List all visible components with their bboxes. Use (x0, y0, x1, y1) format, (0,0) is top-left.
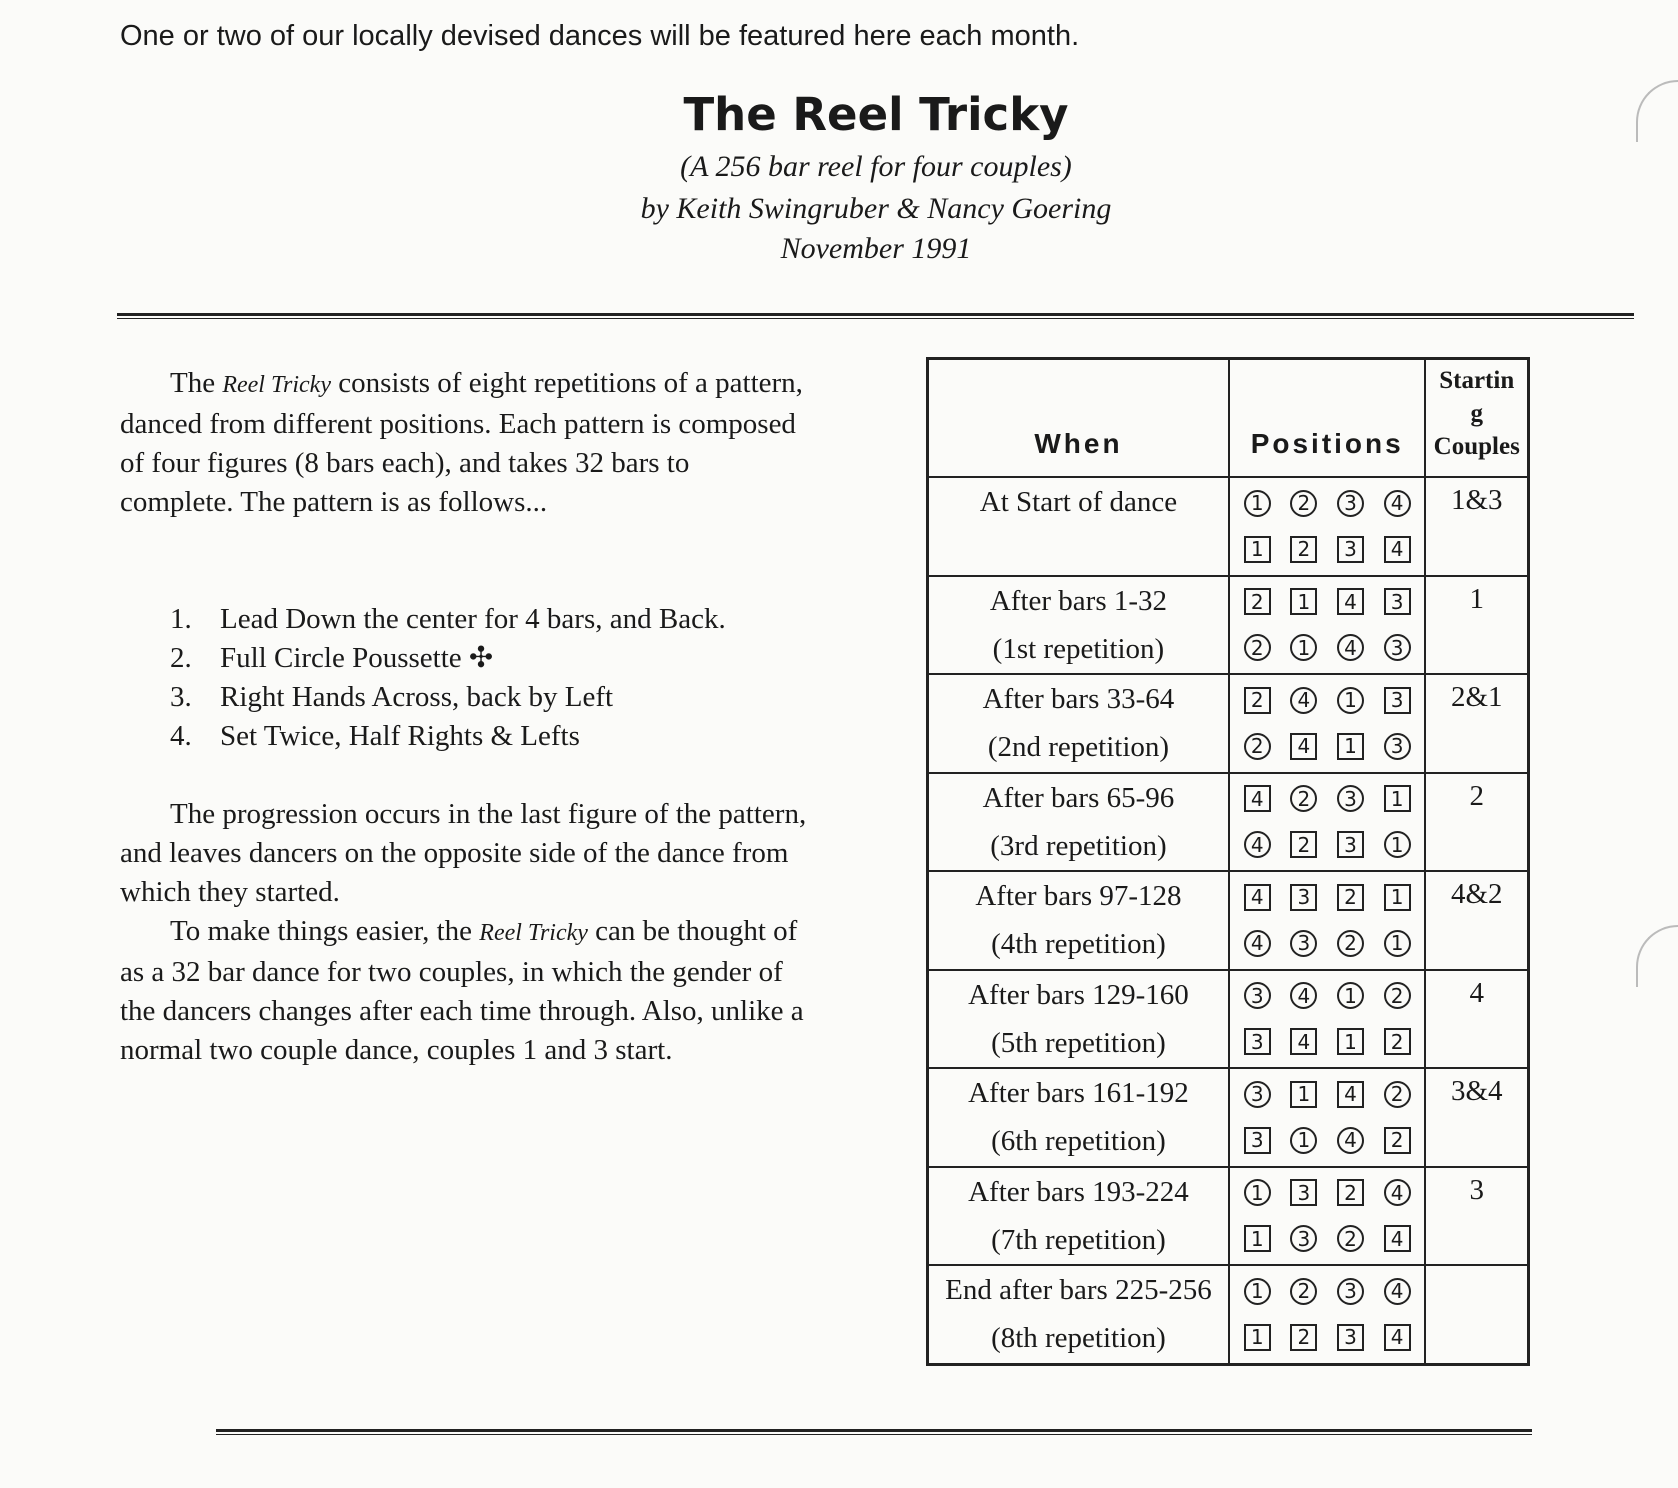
starting-couples-cell: 3 (1425, 1167, 1528, 1266)
step-text: Set Twice, Half Rights & Lefts (220, 720, 580, 752)
table-row (928, 477, 1529, 576)
boxed-couple-marker: 2 (1244, 687, 1271, 714)
pattern-steps-list (170, 600, 726, 756)
table-row (928, 871, 1529, 970)
dance-name: Reel Tricky (479, 920, 588, 946)
positions-row (1230, 973, 1425, 1019)
repetition-label: (1st repetition) (992, 632, 1165, 665)
table-header-row (928, 359, 1529, 478)
list-item (170, 717, 726, 756)
repetition-label: (4th repetition) (991, 928, 1166, 961)
circled-couple-marker: 1 (1384, 930, 1411, 957)
boxed-couple-marker: 3 (1290, 1179, 1317, 1206)
positions-row (1230, 480, 1425, 526)
divider-bottom (216, 1429, 1532, 1435)
step-text: Right Hands Across, back by Left (220, 681, 614, 713)
positions-cell (1229, 674, 1426, 773)
circled-couple-marker: 3 (1384, 733, 1411, 760)
boxed-couple-marker: 2 (1384, 1127, 1411, 1154)
list-item (170, 639, 726, 678)
list-item (170, 678, 726, 717)
positions-row (1230, 1019, 1425, 1065)
boxed-couple-marker: 3 (1244, 1028, 1271, 1055)
circled-couple-marker: 3 (1290, 1225, 1317, 1252)
boxed-couple-marker: 4 (1384, 536, 1411, 563)
header-when: When (928, 359, 1229, 478)
boxed-couple-marker: 4 (1290, 1028, 1317, 1055)
circled-couple-marker: 4 (1384, 1278, 1411, 1305)
positions-row (1230, 1314, 1425, 1360)
positions-cell (1229, 477, 1426, 576)
circled-couple-marker: 1 (1244, 490, 1271, 517)
boxed-couple-marker: 4 (1244, 884, 1271, 911)
boxed-couple-marker: 3 (1337, 831, 1364, 858)
circled-couple-marker: 4 (1337, 634, 1364, 661)
circled-couple-marker: 2 (1290, 1278, 1317, 1305)
when-cell (928, 1265, 1229, 1364)
table-row (928, 1068, 1529, 1167)
positions-row (1230, 1268, 1425, 1314)
table-row (928, 674, 1529, 773)
circled-couple-marker: 4 (1384, 490, 1411, 517)
boxed-couple-marker: 1 (1244, 1225, 1271, 1252)
boxed-couple-marker: 1 (1337, 1028, 1364, 1055)
circled-couple-marker: 3 (1244, 982, 1271, 1009)
boxed-couple-marker: 2 (1290, 831, 1317, 858)
subtitle: (A 256 bar reel for four couples) (680, 150, 1072, 183)
positions-cell (1229, 1265, 1426, 1364)
when-label: At Start of dance (979, 486, 1178, 518)
paragraph-intro (120, 364, 810, 522)
boxed-couple-marker: 2 (1337, 884, 1364, 911)
circled-couple-marker: 3 (1337, 490, 1364, 517)
positions-row (1230, 723, 1425, 769)
positions-row (1230, 1117, 1425, 1163)
circled-couple-marker: 2 (1244, 634, 1271, 661)
boxed-couple-marker: 4 (1337, 588, 1364, 615)
when-cell (928, 773, 1229, 872)
starting-couples-cell: 4&2 (1425, 871, 1528, 970)
circled-couple-marker: 3 (1337, 1278, 1364, 1305)
circled-couple-marker: 2 (1384, 1081, 1411, 1108)
boxed-couple-marker: 4 (1384, 1225, 1411, 1252)
p2: The progression occurs in the last figure of the pattern, and leaves dancers on the opposite side of the dance from which they started. (120, 798, 807, 908)
circled-couple-marker: 4 (1337, 1127, 1364, 1154)
p3-lead: To make things easier, the (170, 915, 473, 947)
circled-couple-marker: 4 (1244, 930, 1271, 957)
positions-cell (1229, 773, 1426, 872)
circled-couple-marker: 4 (1244, 831, 1271, 858)
circled-couple-marker: 4 (1384, 1179, 1411, 1206)
when-cell (928, 1167, 1229, 1266)
when-cell (928, 576, 1229, 675)
positions-row (1230, 526, 1425, 572)
binder-hole-mark (1636, 925, 1678, 987)
circled-couple-marker: 4 (1290, 982, 1317, 1009)
boxed-couple-marker: 1 (1384, 884, 1411, 911)
positions-row (1230, 1216, 1425, 1262)
repetition-label: (8th repetition) (991, 1322, 1166, 1355)
positions-row (1230, 1071, 1425, 1117)
circled-couple-marker: 2 (1337, 1225, 1364, 1252)
circled-couple-marker: 1 (1290, 1127, 1317, 1154)
paragraph-progression (120, 795, 810, 912)
circled-couple-marker: 3 (1337, 785, 1364, 812)
starting-couples-cell: 2&1 (1425, 674, 1528, 773)
when-label: After bars 33-64 (982, 683, 1175, 716)
page-title: The Reel Tricky (683, 88, 1069, 141)
positions-row (1230, 625, 1425, 671)
boxed-couple-marker: 2 (1384, 1028, 1411, 1055)
repetition-label: (5th repetition) (991, 1026, 1166, 1059)
circled-couple-marker: 1 (1244, 1278, 1271, 1305)
circled-couple-marker: 1 (1337, 982, 1364, 1009)
boxed-couple-marker: 3 (1384, 588, 1411, 615)
positions-cell (1229, 871, 1426, 970)
positions-row (1230, 776, 1425, 822)
authors: by Keith Swingruber & Nancy Goering (640, 192, 1112, 225)
starting-couples-cell: 4 (1425, 970, 1528, 1069)
positions-row (1230, 1170, 1425, 1216)
starting-couples-cell (1425, 1265, 1528, 1364)
when-label: After bars 97-128 (975, 880, 1182, 913)
dance-name: Reel Tricky (222, 372, 331, 398)
header-positions: Positions (1229, 359, 1426, 478)
boxed-couple-marker: 4 (1337, 1081, 1364, 1108)
boxed-couple-marker: 2 (1337, 1179, 1364, 1206)
header-starting-part: Couples (1433, 433, 1520, 460)
positions-cell (1229, 1068, 1426, 1167)
paragraph-easier (120, 912, 810, 1070)
positions-row (1230, 822, 1425, 868)
p1-lead: The (170, 367, 216, 399)
repetition-label: (3rd repetition) (990, 829, 1167, 862)
boxed-couple-marker: 1 (1244, 1324, 1271, 1351)
boxed-couple-marker: 1 (1290, 588, 1317, 615)
divider-top (117, 313, 1634, 319)
starting-couples-cell: 2 (1425, 773, 1528, 872)
table-row (928, 970, 1529, 1069)
positions-row (1230, 874, 1425, 920)
date: November 1991 (780, 232, 972, 265)
when-label: After bars 1-32 (989, 584, 1168, 617)
boxed-couple-marker: 3 (1384, 687, 1411, 714)
boxed-couple-marker: 4 (1244, 785, 1271, 812)
table-row (928, 576, 1529, 675)
circled-couple-marker: 1 (1244, 1179, 1271, 1206)
positions-table (926, 357, 1530, 1366)
boxed-couple-marker: 1 (1244, 536, 1271, 563)
p3-rest: can be thought of as a 32 bar dance for two couples, in which the gender of the dancers changes after each time through. Also, unlike a normal two couple dance, couples 1 and 3 start. (120, 915, 804, 1066)
table-row (928, 773, 1529, 872)
starting-couples-cell: 1&3 (1425, 477, 1528, 576)
starting-couples-cell: 3&4 (1425, 1068, 1528, 1167)
header-starting-part: g (1470, 400, 1483, 427)
starting-couples-cell: 1 (1425, 576, 1528, 675)
boxed-couple-marker: 3 (1244, 1127, 1271, 1154)
boxed-couple-marker: 1 (1337, 733, 1364, 760)
boxed-couple-marker: 1 (1384, 785, 1411, 812)
positions-row (1230, 920, 1425, 966)
positions-cell (1229, 1167, 1426, 1266)
intro-text: One or two of our locally devised dances will be featured here each month. (120, 20, 1080, 52)
boxed-couple-marker: 4 (1290, 733, 1317, 760)
p1-rest: consists of eight repetitions of a pattern, danced from different positions. Each pattern is composed of four figures (8 bars each), and takes 32 bars to complete. The pattern is as follows... (120, 367, 803, 518)
boxed-couple-marker: 4 (1384, 1324, 1411, 1351)
circled-couple-marker: 4 (1290, 687, 1317, 714)
circled-couple-marker: 2 (1290, 490, 1317, 517)
when-label: End after bars 225-256 (945, 1274, 1212, 1307)
when-cell (928, 871, 1229, 970)
table-row (928, 1265, 1529, 1364)
table-row (928, 1167, 1529, 1266)
when-cell (928, 970, 1229, 1069)
when-label: After bars 65-96 (982, 781, 1175, 814)
positions-row (1230, 677, 1425, 723)
boxed-couple-marker: 1 (1290, 1081, 1317, 1108)
list-item (170, 600, 726, 639)
boxed-couple-marker: 3 (1337, 536, 1364, 563)
when-label: After bars 193-224 (968, 1175, 1189, 1208)
positions-cell (1229, 576, 1426, 675)
boxed-couple-marker: 2 (1244, 588, 1271, 615)
step-text: Lead Down the center for 4 bars, and Back. (220, 603, 726, 635)
step-number: 2. (170, 642, 192, 674)
when-cell (928, 477, 1229, 576)
circled-couple-marker: 2 (1337, 930, 1364, 957)
positions-cell (1229, 970, 1426, 1069)
when-cell (928, 674, 1229, 773)
circled-couple-marker: 3 (1244, 1081, 1271, 1108)
step-number: 1. (170, 603, 192, 635)
step-number: 4. (170, 720, 192, 752)
repetition-label: (7th repetition) (991, 1223, 1166, 1256)
repetition-label: (6th repetition) (991, 1125, 1166, 1158)
circled-couple-marker: 2 (1290, 785, 1317, 812)
circled-couple-marker: 3 (1384, 634, 1411, 661)
circled-couple-marker: 1 (1290, 634, 1317, 661)
circled-couple-marker: 1 (1337, 687, 1364, 714)
when-label: After bars 161-192 (968, 1077, 1189, 1110)
step-number: 3. (170, 681, 192, 713)
when-cell (928, 1068, 1229, 1167)
step-text: Full Circle Poussette ✣ (220, 642, 494, 674)
circled-couple-marker: 2 (1384, 982, 1411, 1009)
boxed-couple-marker: 3 (1290, 884, 1317, 911)
repetition-label (929, 526, 1228, 574)
positions-row (1230, 579, 1425, 625)
boxed-couple-marker: 2 (1290, 536, 1317, 563)
when-label: After bars 129-160 (968, 978, 1189, 1011)
circled-couple-marker: 2 (1244, 733, 1271, 760)
circled-couple-marker: 3 (1290, 930, 1317, 957)
header-starting-couples (1425, 359, 1528, 478)
boxed-couple-marker: 2 (1290, 1324, 1317, 1351)
repetition-label: (2nd repetition) (987, 731, 1170, 764)
header-starting-part: Startin (1439, 367, 1515, 394)
boxed-couple-marker: 3 (1337, 1324, 1364, 1351)
circled-couple-marker: 1 (1384, 831, 1411, 858)
